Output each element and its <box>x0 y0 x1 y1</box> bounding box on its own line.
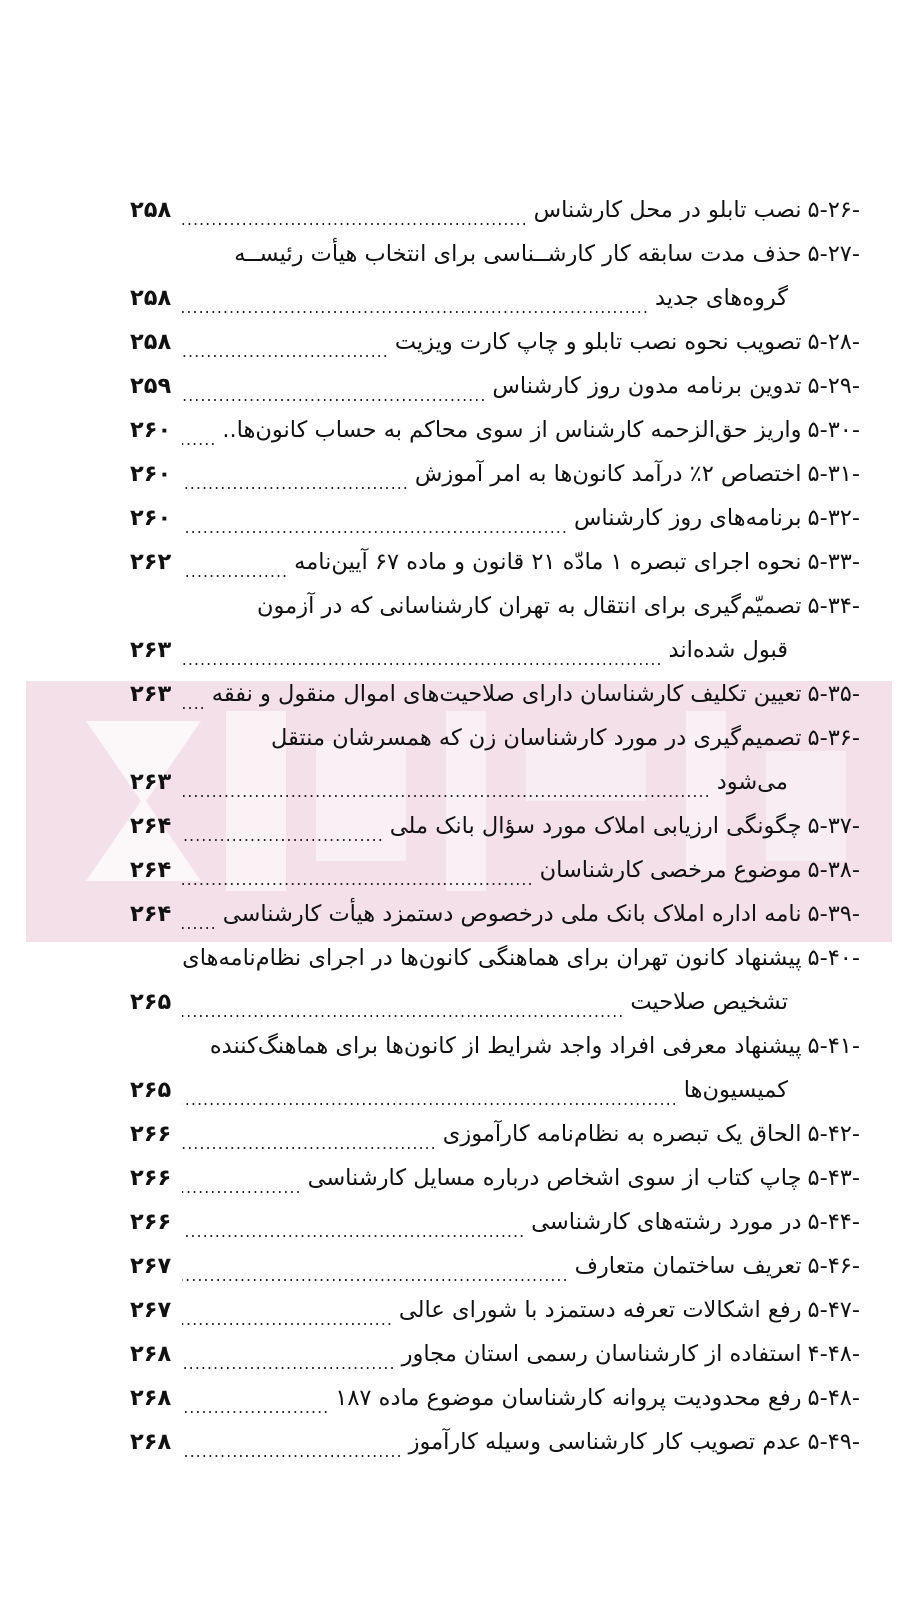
toc-entry-continuation <box>130 980 860 1024</box>
entry-number: ۵-۴۹- <box>807 1429 860 1455</box>
entry-title: رفع محدودیت پروانه کارشناسان موضوع ماده ۱۸۷ <box>335 1385 802 1411</box>
entry-page-number: ۲۶۶ <box>130 1121 172 1147</box>
entry-title-continued: کمیسیون‌ها <box>683 1077 788 1103</box>
entry-title: نصب تابلو در محل کارشناس <box>533 197 802 223</box>
toc-entry <box>130 1156 860 1200</box>
dot-leader <box>182 1332 396 1376</box>
dot-leader <box>182 1376 329 1420</box>
entry-number: ۴-۴۸- <box>807 1341 860 1367</box>
dot-leader <box>182 848 534 892</box>
entry-title-continued: قبول شده‌اند <box>668 637 788 663</box>
entry-title: تعریف ساختمان متعارف <box>574 1253 802 1279</box>
entry-number: ۵-۳۸- <box>807 857 860 883</box>
dot-leader <box>182 496 568 540</box>
entry-number: ۵-۳۴- <box>807 593 860 619</box>
toc-entry <box>130 848 860 892</box>
entry-title: تصویب نحوه نصب تابلو و چاپ کارت ویزیت <box>394 329 802 355</box>
entry-title: تصمیّم‌گیری برای انتقال به تهران کارشناسانی که در آزمون <box>257 593 802 619</box>
entry-title: چگونگی ارزیابی املاک مورد سؤال بانک ملی <box>389 813 802 839</box>
entry-page-number: ۲۶۸ <box>130 1341 172 1367</box>
entry-page-number: ۲۶۴ <box>130 857 172 883</box>
entry-number: ۵-۳۱- <box>807 461 860 487</box>
entry-page-number: ۲۶۸ <box>130 1429 172 1455</box>
toc-entry <box>130 584 860 628</box>
entry-page-number: ۲۶۷ <box>130 1297 172 1323</box>
entry-title: تعیین تکلیف کارشناسان دارای صلاحیت‌های اموال منقول و نفقه <box>211 681 802 707</box>
toc-entry <box>130 1288 860 1332</box>
entry-number: ۵-۳۲- <box>807 505 860 531</box>
entry-page-number: ۲۵۹ <box>130 373 172 399</box>
entry-title: واریز حق‌الزحمه کارشناس از سوی محاکم به حساب کانون‌ها.. <box>222 417 802 443</box>
entry-number: ۵-۳۰- <box>807 417 860 443</box>
entry-number: ۵-۴۷- <box>807 1297 860 1323</box>
entry-number: ۵-۲۸- <box>807 329 860 355</box>
dot-leader <box>182 1156 302 1200</box>
dot-leader <box>182 276 649 320</box>
entry-title-continued: می‌شود <box>716 769 788 795</box>
toc-entry <box>130 892 860 936</box>
toc-entry <box>130 716 860 760</box>
toc-entry-continuation <box>130 276 860 320</box>
entry-number: ۵-۴۸- <box>807 1385 860 1411</box>
entry-title-continued: تشخیص صلاحیت <box>630 989 788 1015</box>
entry-number: ۵-۳۶- <box>807 725 860 751</box>
dot-leader <box>182 452 409 496</box>
dot-leader <box>182 628 663 672</box>
toc-entry <box>130 496 860 540</box>
toc-entry <box>130 804 860 848</box>
toc-entry <box>130 1332 860 1376</box>
entry-number: ۵-۴۴- <box>807 1209 860 1235</box>
entry-number: ۵-۴۲- <box>807 1121 860 1147</box>
dot-leader <box>182 1244 569 1288</box>
entry-page-number: ۲۶۳ <box>130 681 172 707</box>
entry-page-number: ۲۶۷ <box>130 1253 172 1279</box>
entry-page-number: ۲۶۴ <box>130 813 172 839</box>
entry-number: ۵-۲۶- <box>807 197 860 223</box>
entry-title: در مورد رشته‌های کارشناسی <box>531 1209 802 1235</box>
dot-leader <box>182 804 384 848</box>
entry-number: ۵-۳۳- <box>807 549 860 575</box>
entry-title: رفع اشکالات تعرفه دستمزد با شورای عالی <box>398 1297 802 1323</box>
entry-number: ۵-۲۹- <box>807 373 860 399</box>
entry-page-number: ۲۶۴ <box>130 901 172 927</box>
entry-page-number: ۲۶۰ <box>130 505 172 531</box>
entry-number: ۵-۲۷- <box>807 241 860 267</box>
toc-entry <box>130 1244 860 1288</box>
entry-title: اختصاص ۲٪ درآمد کانون‌ها به امر آموزش <box>414 461 802 487</box>
entry-page-number: ۲۶۲ <box>130 549 172 575</box>
entry-title: تصمیم‌گیری در مورد کارشناسان زن که همسرشان منتقل <box>270 725 802 751</box>
entry-number: ۵-۳۹- <box>807 901 860 927</box>
entry-title: حذف مدت سابقه کار کارشــناسی برای انتخاب هیأت رئیســه <box>234 241 802 267</box>
toc-entry <box>130 364 860 408</box>
entry-title: موضوع مرخصی کارشناسان <box>539 857 802 883</box>
toc-entry <box>130 672 860 716</box>
toc-entry <box>130 1200 860 1244</box>
entry-title: برنامه‌های روز کارشناس <box>573 505 802 531</box>
dot-leader <box>182 1112 437 1156</box>
entry-page-number: ۲۶۳ <box>130 637 172 663</box>
toc-entry <box>130 188 860 232</box>
entry-number: ۵-۴۱- <box>807 1033 860 1059</box>
entry-page-number: ۲۶۶ <box>130 1165 172 1191</box>
entry-title-continued: گروه‌های جدید <box>654 285 788 311</box>
entry-title: پیشنهاد معرفی افراد واجد شرایط از کانون‌ها برای هماهنگ‌کننده <box>209 1033 802 1059</box>
dot-leader <box>182 1200 525 1244</box>
toc-entry <box>130 452 860 496</box>
entry-title: عدم تصویب کار کارشناسی وسیله کارآموز <box>408 1429 802 1455</box>
dot-leader <box>182 1288 393 1332</box>
toc-entry <box>130 320 860 364</box>
entry-page-number: ۲۶۰ <box>130 461 172 487</box>
entry-page-number: ۲۶۵ <box>130 1077 172 1103</box>
toc-entry <box>130 1420 860 1464</box>
toc-entry-continuation <box>130 628 860 672</box>
entry-page-number: ۲۵۸ <box>130 329 172 355</box>
toc-entry <box>130 1024 860 1068</box>
entry-page-number: ۲۶۰ <box>130 417 172 443</box>
dot-leader <box>182 892 217 936</box>
entry-page-number: ۲۶۳ <box>130 769 172 795</box>
dot-leader <box>182 760 711 804</box>
entry-number: ۵-۳۷- <box>807 813 860 839</box>
dot-leader <box>182 364 486 408</box>
toc-entry <box>130 1376 860 1420</box>
dot-leader <box>182 188 528 232</box>
toc-entry-continuation <box>130 1068 860 1112</box>
entry-title: نامه اداره املاک بانک ملی درخصوص دستمزد هیأت کارشناسی <box>222 901 802 927</box>
toc-entry <box>130 232 860 276</box>
table-of-contents <box>130 188 860 1464</box>
entry-title: الحاق یک تبصره به نظام‌نامه کارآموزی <box>442 1121 802 1147</box>
entry-number: ۵-۴۳- <box>807 1165 860 1191</box>
entry-title: استفاده از کارشناسان رسمی استان مجاور <box>401 1341 802 1367</box>
toc-entry-continuation <box>130 760 860 804</box>
entry-page-number: ۲۶۵ <box>130 989 172 1015</box>
entry-title: تدوین برنامه مدون روز کارشناس <box>492 373 802 399</box>
entry-number: ۵-۴۶- <box>807 1253 860 1279</box>
dot-leader <box>182 980 624 1024</box>
dot-leader <box>182 1068 678 1112</box>
dot-leader <box>182 408 216 452</box>
dot-leader <box>182 672 206 716</box>
entry-page-number: ۲۶۸ <box>130 1385 172 1411</box>
entry-page-number: ۲۵۸ <box>130 197 172 223</box>
entry-number: ۵-۳۵- <box>807 681 860 707</box>
entry-title: چاپ کتاب از سوی اشخاص درباره مسایل کارشناسی <box>307 1165 802 1191</box>
entry-title: نحوه اجرای تبصره ۱ مادّه ۲۱ قانون و ماده ۶۷ آیین‌نامه <box>294 549 802 575</box>
entry-page-number: ۲۵۸ <box>130 285 172 311</box>
dot-leader <box>182 1420 403 1464</box>
dot-leader <box>182 320 389 364</box>
toc-entry <box>130 408 860 452</box>
entry-title: پیشنهاد کانون تهران برای هماهنگی کانون‌ها در اجرای نظام‌نامه‌های <box>182 945 802 971</box>
dot-leader <box>182 540 288 584</box>
toc-entry <box>130 540 860 584</box>
entry-number: ۵-۴۰- <box>807 945 860 971</box>
toc-entry <box>130 1112 860 1156</box>
entry-page-number: ۲۶۶ <box>130 1209 172 1235</box>
toc-entry <box>130 936 860 980</box>
